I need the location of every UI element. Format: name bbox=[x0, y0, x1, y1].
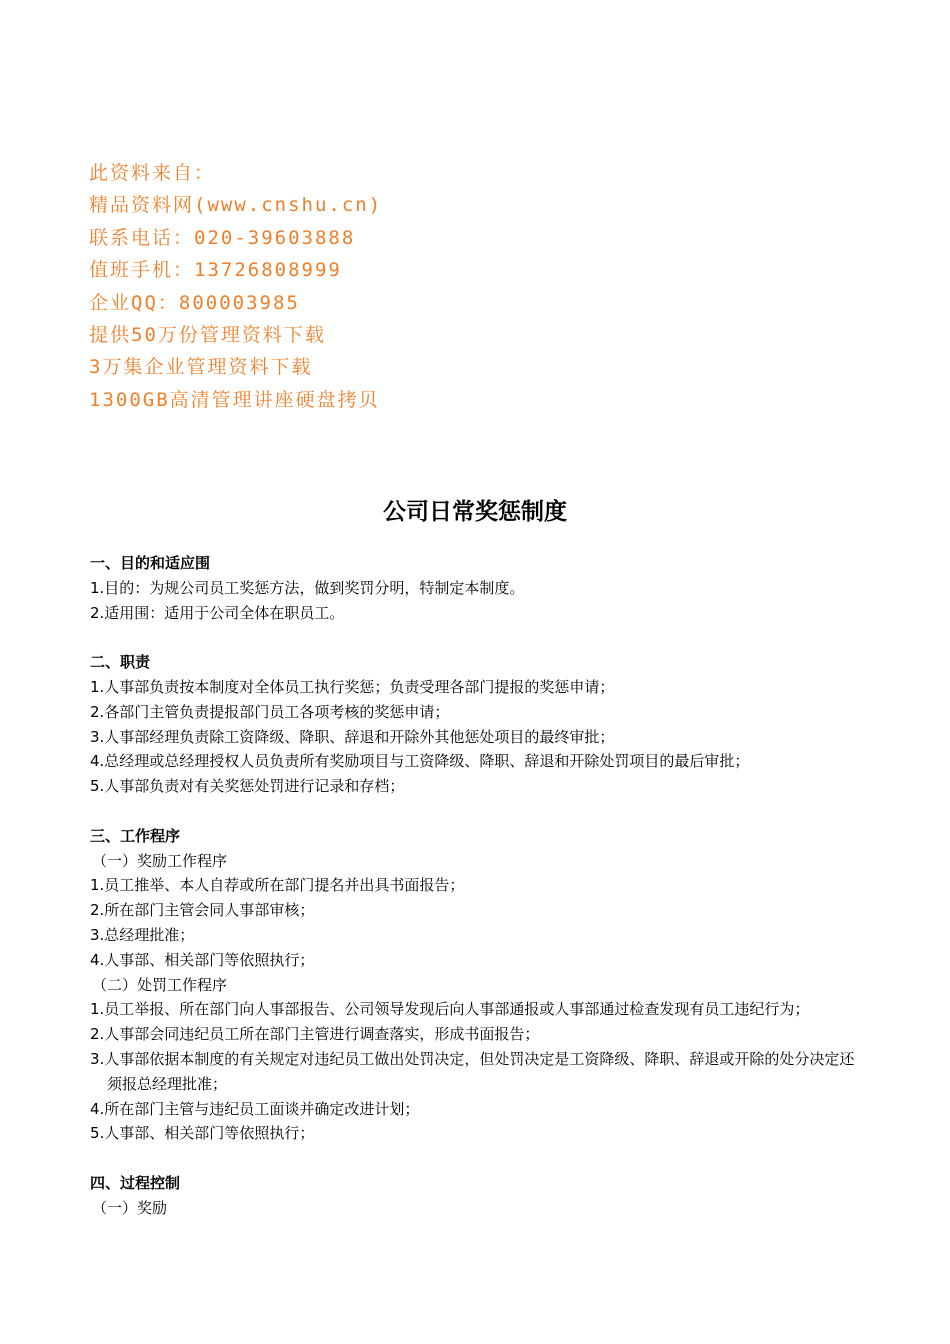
section-heading-duties: 二、职责 bbox=[90, 653, 151, 672]
section2-item: 1.人事部负责按本制度对全体员工执行奖惩；负责受理各部门提报的奖惩申请； bbox=[90, 677, 615, 696]
reward-procedure-item: 2.所在部门主管会同人事部审核； bbox=[90, 901, 315, 920]
penalty-procedure-item: 4.所在部门主管与违纪员工面谈并确定改进计划； bbox=[90, 1099, 420, 1118]
reward-procedure-item: 3.总经理批准； bbox=[90, 925, 195, 944]
penalty-procedure-item: 5.人事部、相关部门等依照执行； bbox=[90, 1124, 315, 1143]
promo-line-offer-3: 1300GB高清管理讲座硬盘拷贝 bbox=[89, 388, 380, 411]
subsection-heading-reward: （一）奖励 bbox=[92, 1198, 168, 1217]
paragraph-spacer bbox=[90, 1146, 865, 1171]
reward-procedure-item: 1.员工推举、本人自荐或所在部门提名并出具书面报告； bbox=[90, 876, 465, 895]
promo-line-phone: 联系电话：020-39603888 bbox=[89, 226, 356, 249]
subsection-heading-reward-procedure: （一）奖励工作程序 bbox=[92, 851, 228, 870]
promo-line-offer-1: 提供50万份管理资料下载 bbox=[89, 323, 326, 346]
penalty-procedure-item: 3.人事部依据本制度的有关规定对违纪员工做出处罚决定，但处罚决定是工资降级、降职、辞退或开除的处分决定还须报总经理批准； bbox=[90, 1049, 855, 1093]
section-heading-procedure: 三、工作程序 bbox=[90, 826, 181, 845]
penalty-procedure-item: 2.人事部会同违纪员工所在部门主管进行调查落实，形成书面报告； bbox=[90, 1025, 540, 1044]
promo-line-mobile: 值班手机：13726808999 bbox=[89, 259, 342, 282]
section2-item: 5.人事部负责对有关奖惩处罚进行记录和存档； bbox=[90, 777, 405, 796]
section2-item: 2.各部门主管负责提报部门员工各项考核的奖惩申请； bbox=[90, 702, 450, 721]
document-body bbox=[90, 551, 865, 1221]
paragraph-spacer bbox=[90, 625, 865, 650]
promo-line-qq: 企业QQ：800003985 bbox=[89, 291, 300, 314]
subsection-heading-penalty-procedure: （二）处罚工作程序 bbox=[92, 975, 228, 994]
section-heading-process-control: 四、过程控制 bbox=[90, 1173, 181, 1192]
section1-item: 1.目的：为规公司员工奖惩方法，做到奖罚分明，特制定本制度。 bbox=[90, 578, 525, 597]
section1-item: 2.适用围：适用于公司全体在职员工。 bbox=[90, 603, 345, 622]
reward-procedure-item: 4.人事部、相关部门等依照执行； bbox=[90, 950, 315, 969]
penalty-procedure-item: 1.员工举报、所在部门向人事部报告、公司领导发现后向人事部通报或人事部通过检查发现有员工违纪行为； bbox=[90, 1000, 810, 1019]
paragraph-spacer bbox=[90, 799, 865, 824]
section2-item: 3.人事部经理负责除工资降级、降职、辞退和开除外其他惩处项目的最终审批； bbox=[90, 727, 615, 746]
section2-item: 4.总经理或总经理授权人员负责所有奖励项目与工资降级、降职、辞退和开除处罚项目的最后审批； bbox=[90, 752, 750, 771]
promo-line-offer-2: 3万集企业管理资料下载 bbox=[89, 356, 313, 379]
document-title: 公司日常奖惩制度 bbox=[383, 499, 567, 525]
section-heading-purpose: 一、目的和适应围 bbox=[90, 554, 211, 572]
promo-line-source: 此资料来自： bbox=[89, 162, 216, 184]
promo-block bbox=[89, 157, 382, 416]
promo-line-website: 精品资料网(www.cnshu.cn) bbox=[89, 194, 383, 217]
